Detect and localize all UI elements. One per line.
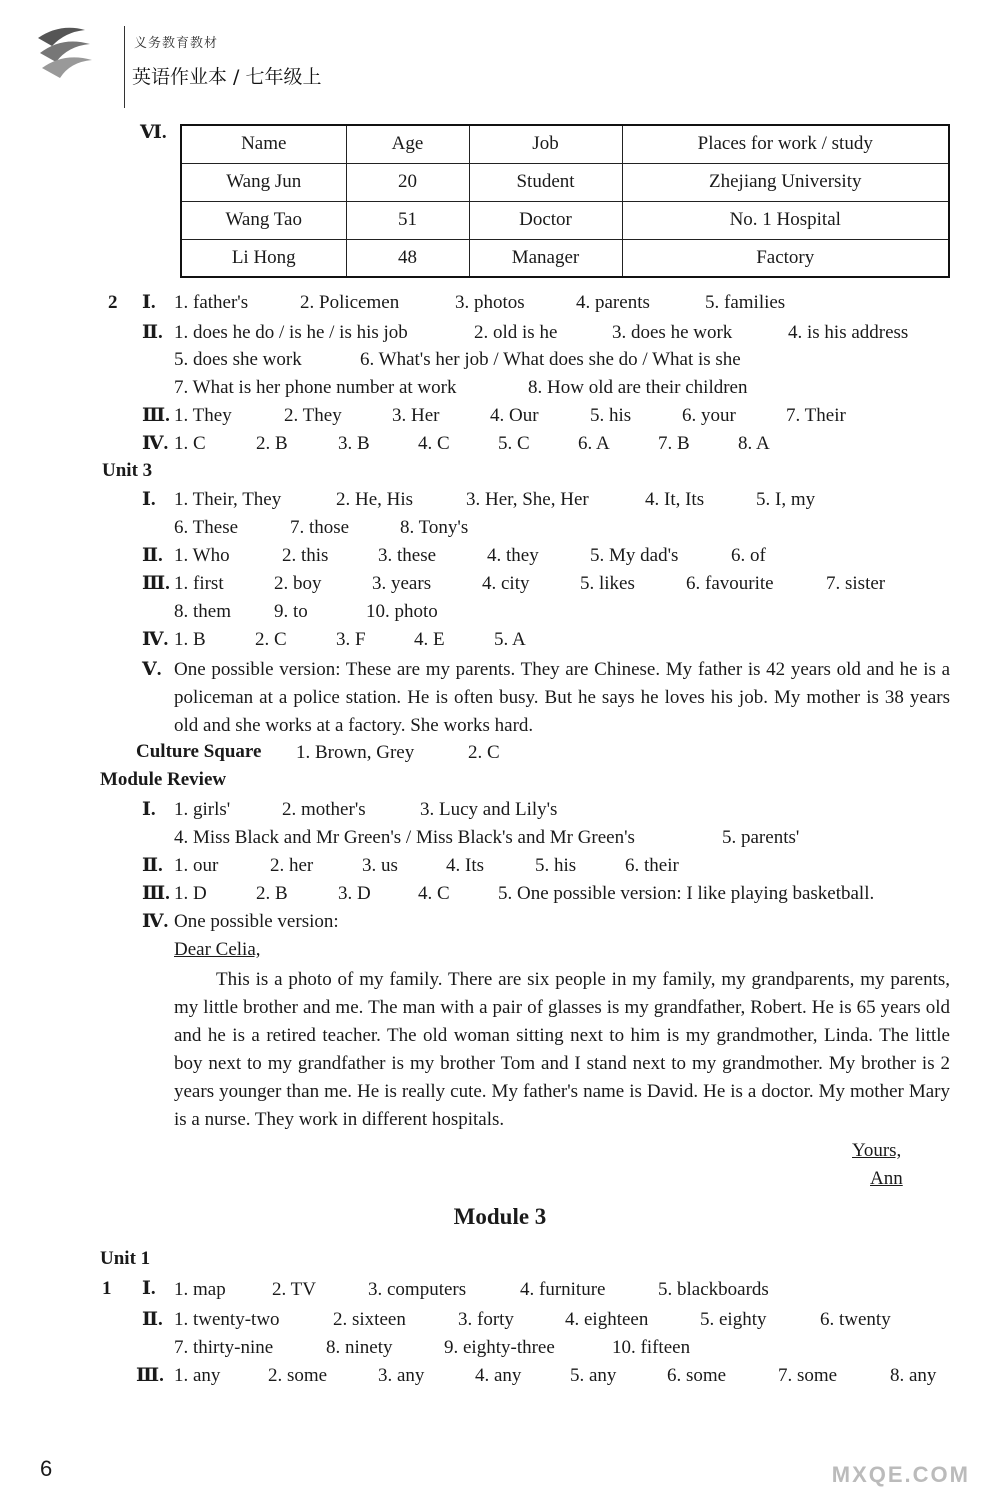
answer-item: 4. It, Its (645, 489, 705, 510)
section-title: Unit 1 (100, 1248, 151, 1269)
answer-item: 1. our (174, 855, 219, 876)
answer-item: 5. blackboards (658, 1279, 769, 1300)
roman-numeral: Ⅲ. (142, 405, 170, 426)
page-number: 6 (40, 1456, 53, 1481)
answer-item: 7. sister (826, 573, 886, 594)
answer-item: 8. any (890, 1365, 937, 1386)
roman-numeral: Ⅲ. (142, 883, 170, 904)
answer-item: 2. this (282, 545, 329, 566)
roman-numeral: Ⅲ. (142, 573, 170, 594)
table-cell: 20 (346, 163, 469, 201)
answer-item: 2. B (256, 883, 288, 904)
answer-item: 1. map (174, 1279, 226, 1300)
table-header-row (181, 125, 949, 163)
answer-item: 5. A (494, 629, 526, 650)
answer-item: 4. any (475, 1365, 522, 1386)
answer-item: 8. How old are their children (528, 377, 748, 398)
answer-item: 4. Its (446, 855, 484, 876)
roman-numeral: Ⅳ. (142, 629, 169, 650)
roman-numeral: Ⅱ. (142, 1309, 163, 1330)
table-cell: Factory (622, 239, 949, 277)
answer-item: 10. photo (366, 601, 438, 622)
answer-item: 1. father's (174, 292, 249, 313)
table-cell: 48 (346, 239, 469, 277)
answer-item: 3. us (362, 855, 398, 876)
roman-numeral: Ⅳ. (142, 433, 169, 454)
publisher-logo-icon (30, 18, 100, 88)
answer-item: 4. eighteen (565, 1309, 649, 1330)
answer-item: 9. to (274, 601, 308, 622)
answer-item: 8. A (738, 433, 770, 454)
letter-body: This is a photo of my family. There are six people in my family, my grandparents, my parents, my little brother and me. The man with a pair of glasses is my grandfather, Robert. He is 65 years old and he is a retired teacher. The old woman sitting next to him is my grandmother, Linda. The little boy next to my grandfather is my brother Tom and I stand next to my grandmother. My brother is 2 years younger than me. He is really cute. My father's name is David. He is a doctor. My mother Mary is a nurse. They work in different hospitals. (174, 969, 950, 1130)
answer-item: 4. C (418, 433, 450, 454)
answer-item: 8. ninety (326, 1337, 393, 1358)
letter-signature: Ann (870, 1168, 903, 1189)
table-cell: Wang Tao (181, 201, 346, 239)
info-table (180, 124, 950, 278)
answer-item: 3. does he work (612, 322, 733, 343)
roman-numeral: Ⅴ. (142, 659, 162, 680)
answer-item: 3. Lucy and Lily's (420, 799, 558, 820)
answer-item: 10. fifteen (612, 1337, 691, 1358)
answer-item: 5. families (705, 292, 786, 313)
answer-item: 1. twenty-two (174, 1309, 280, 1330)
answer-item: 5. My dad's (590, 545, 679, 566)
answer-item: 4. E (414, 629, 445, 650)
roman-numeral: Ⅱ. (142, 545, 163, 566)
answer-item: 3. these (378, 545, 437, 566)
answer-item: 2. B (256, 433, 288, 454)
answer-item: 1. Brown, Grey (296, 742, 415, 763)
letter-closing: Yours, (852, 1140, 902, 1161)
answer-item: 7. B (658, 433, 690, 454)
table-header-cell: Age (346, 125, 469, 163)
answer-item: 6. of (731, 545, 766, 566)
answer-item: 1. They (174, 405, 232, 426)
answer-paragraph: One possible version: These are my parents. They are Chinese. My father is 42 years old and he is a policeman at a police station. He is often busy. But he says he loves his job. My mother is 38 years old and she works at a factory. She works hard. (174, 659, 950, 736)
table-row (181, 163, 949, 201)
page-header (30, 18, 430, 98)
answer-item: 3. D (338, 883, 371, 904)
answer-item: 2. Policemen (300, 292, 400, 313)
answer-item: 4. parents (576, 292, 650, 313)
section-title: Unit 3 (102, 460, 153, 481)
answer-item: 4. C (418, 883, 450, 904)
answer-item: 7. What is her phone number at work (174, 377, 457, 398)
answer-item: 5. any (570, 1365, 617, 1386)
answer-item: 7. some (778, 1365, 838, 1386)
answer-item: 2. C (468, 742, 500, 763)
answer-item: 3. computers (368, 1279, 467, 1300)
answer-item: 9. eighty-three (444, 1337, 555, 1358)
book-title: 英语作业本 / 七年级上 (132, 66, 322, 88)
answer-item: 5. does she work (174, 349, 302, 370)
answer-item: 5. C (498, 433, 530, 454)
table-cell: Wang Jun (181, 163, 346, 201)
answer-item: 7. Their (786, 405, 846, 426)
answer-item: 1. Their, They (174, 489, 282, 510)
table-cell: 51 (346, 201, 469, 239)
answer-item: 1. girls' (174, 799, 231, 820)
roman-numeral: Ⅳ. (142, 911, 169, 932)
answer-item: 7. thirty-nine (174, 1337, 274, 1358)
table-header-cell: Job (469, 125, 622, 163)
answer-item: 2. TV (272, 1279, 316, 1300)
answer-item: 5. parents' (722, 827, 800, 848)
answer-item: 5. his (535, 855, 577, 876)
table-cell: Doctor (469, 201, 622, 239)
answer-item: 5. eighty (700, 1309, 767, 1330)
answer-item: 3. photos (455, 292, 525, 313)
answer-item: 2. He, His (336, 489, 414, 510)
answer-item: 6. some (667, 1365, 727, 1386)
letter-greeting: Dear Celia, (174, 939, 261, 960)
answer-item: 3. forty (458, 1309, 514, 1330)
answer-item: 2. her (270, 855, 314, 876)
answer-item: 7. those (290, 517, 350, 538)
answer-item: 6. twenty (820, 1309, 891, 1330)
answer-item: 1. first (174, 573, 224, 594)
roman-numeral: Ⅱ. (142, 322, 163, 343)
roman-numeral: Ⅰ. (142, 489, 156, 510)
answer-item: 1. Who (174, 545, 230, 566)
section-title: Module Review (100, 769, 227, 790)
answer-item: 3. Her (392, 405, 440, 426)
answer-item: 3. B (338, 433, 370, 454)
roman-numeral: Ⅰ. (142, 799, 156, 820)
answer-item: 4. furniture (520, 1279, 606, 1300)
culture-square-label: Culture Square (136, 741, 262, 762)
answer-item: 6. your (682, 405, 736, 426)
answer-item: 6. their (625, 855, 679, 876)
exercise-number: 1 (102, 1278, 112, 1299)
answer-item: 5. his (590, 405, 632, 426)
roman-numeral: Ⅰ. (142, 292, 156, 313)
answer-item: 1. does he do / is he / is his job (174, 322, 408, 343)
answer-item: 4. Our (490, 405, 539, 426)
roman-numeral: Ⅱ. (142, 855, 163, 876)
table-cell: Li Hong (181, 239, 346, 277)
answer-item: 1. any (174, 1365, 221, 1386)
table-cell: Zhejiang University (622, 163, 949, 201)
answer-item: 6. What's her job / What does she do / What is she (360, 349, 741, 370)
answer-item: 2. boy (274, 573, 322, 594)
answer-item: 2. sixteen (333, 1309, 406, 1330)
answer-item: 2. some (268, 1365, 328, 1386)
header-divider (124, 26, 125, 108)
exercise-number: 2 (108, 292, 118, 313)
roman-numeral: Ⅰ. (142, 1278, 156, 1299)
table-row (181, 239, 949, 277)
answer-item: 5. I, my (756, 489, 816, 510)
answer-item: 2. C (255, 629, 287, 650)
table-row (181, 201, 949, 239)
roman-numeral: Ⅲ. (136, 1365, 164, 1386)
answer-item: 5. One possible version: I like playing basketball. (498, 883, 875, 904)
answer-item: 1. D (174, 883, 207, 904)
answer-item: 3. Her, She, Her (466, 489, 589, 510)
answer-item: 8. Tony's (400, 517, 469, 538)
answer-item: 6. favourite (686, 573, 774, 594)
table-header-cell: Places for work / study (622, 125, 949, 163)
answer-item: 2. They (284, 405, 342, 426)
answer-item: 3. F (336, 629, 366, 650)
module-title: Module 3 (453, 1204, 547, 1229)
watermark: MXQE.COM (831, 1462, 970, 1487)
answer-item: 1. B (174, 629, 206, 650)
answer-item: 8. them (174, 601, 231, 622)
answer-item: One possible version: (174, 911, 339, 932)
series-label: 义务教育教材 (134, 36, 219, 51)
answer-item: 5. likes (580, 573, 635, 594)
roman-numeral: Ⅵ. (140, 122, 167, 143)
answer-item: 4. Miss Black and Mr Green's / Miss Black's and Mr Green's (174, 827, 635, 848)
table-cell: Student (469, 163, 622, 201)
answer-item: 4. they (487, 545, 539, 566)
answer-item: 6. These (174, 517, 239, 538)
table-cell: No. 1 Hospital (622, 201, 949, 239)
answer-item: 3. any (378, 1365, 425, 1386)
answer-item: 1. C (174, 433, 206, 454)
table-cell: Manager (469, 239, 622, 277)
table-header-cell: Name (181, 125, 346, 163)
answer-item: 3. years (372, 573, 432, 594)
answer-item: 2. mother's (282, 799, 366, 820)
answer-item: 2. old is he (474, 322, 558, 343)
answer-item: 6. A (578, 433, 610, 454)
answer-item: 4. city (482, 573, 530, 594)
answer-item: 4. is his address (788, 322, 909, 343)
